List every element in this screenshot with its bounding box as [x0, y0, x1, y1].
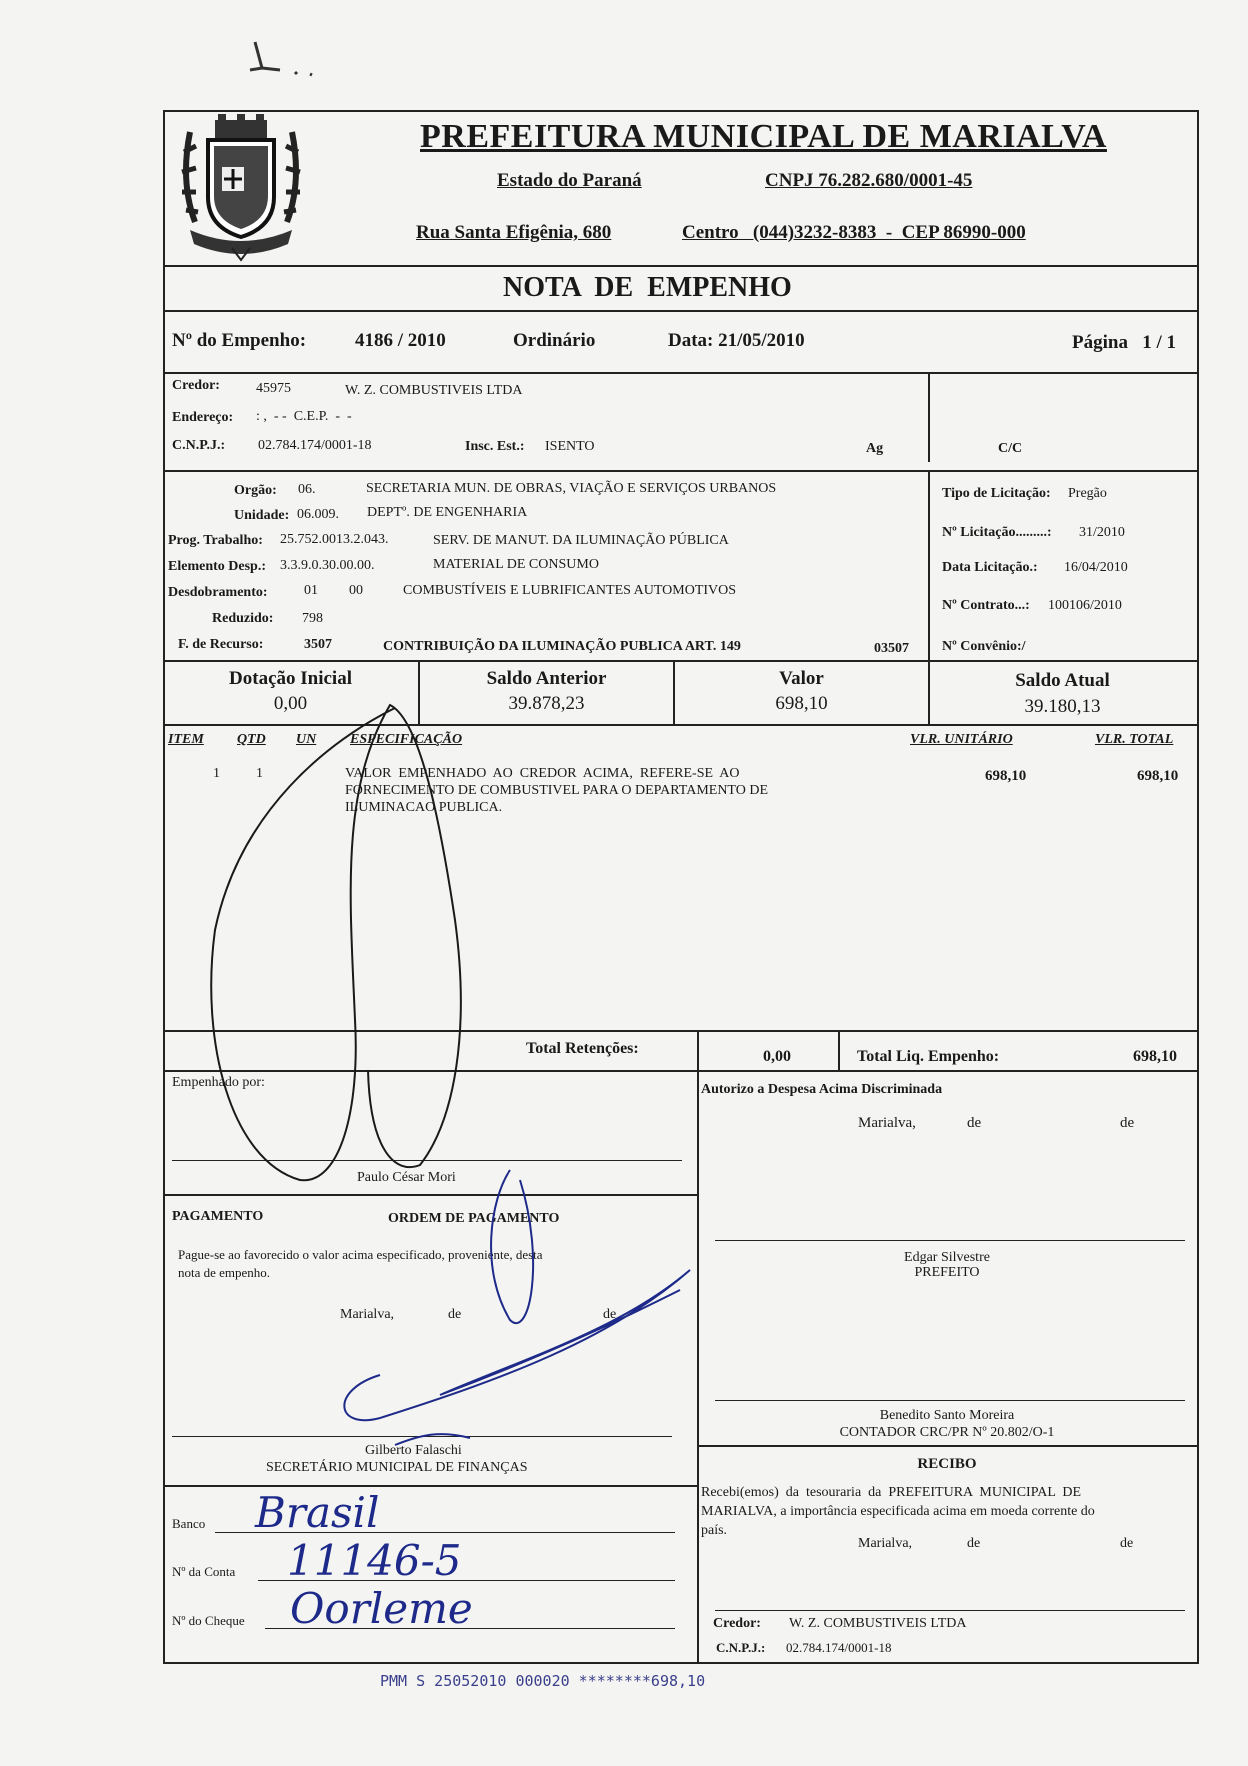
item-number: 1 [213, 766, 220, 781]
autorizo-de-1: de [967, 1115, 982, 1131]
autorizo-de-2: de [1120, 1115, 1135, 1131]
saldo-atual-value: 39.180,13 [1024, 696, 1101, 717]
insc-value: ISENTO [545, 439, 595, 454]
pagamento-de-1: de [448, 1307, 462, 1322]
pagamento-text-line-1: Pague-se ao favorecido o valor acima especificado, proveniente, desta [178, 1247, 543, 1262]
empenho-number-label: Nº do Empenho: [172, 330, 307, 351]
contrato-label: Nº Contrato...: [942, 598, 1030, 613]
recibo-de-1: de [967, 1536, 981, 1551]
col-item-header: ITEM [168, 732, 204, 747]
credor-name: W. Z. COMBUSTIVEIS LTDA [345, 383, 523, 398]
pagamento-local: Marialva, [340, 1307, 395, 1322]
cnpj-label: CNPJ 76.282.680/0001-45 [765, 170, 973, 191]
item-unit-value: 698,10 [985, 768, 1027, 784]
recibo-text-line-3: país. [701, 1523, 728, 1538]
prog-label: Prog. Trabalho: [168, 533, 263, 548]
pagamento-title: PAGAMENTO [172, 1209, 264, 1224]
cheque-handwritten: Oorleme [290, 1584, 473, 1633]
saldo-anterior-value: 39.878,23 [508, 693, 585, 714]
dotacao-inicial-value: 0,00 [273, 693, 308, 714]
state-label: Estado do Paraná [497, 170, 642, 191]
insc-label: Insc. Est.: [465, 439, 525, 454]
recibo-local: Marialva, [858, 1536, 913, 1551]
desdobramento-desc: COMBUSTÍVEIS E LUBRIFICANTES AUTOMOTIVOS [403, 583, 737, 598]
empenho-date: Data: 21/05/2010 [668, 330, 805, 351]
recurso-number: 03507 [874, 641, 909, 656]
item-spec-line-1: VALOR EMPENHADO AO CREDOR ACIMA, REFERE-SE AO [345, 766, 740, 781]
elemento-code: 3.3.9.0.30.00.00. [280, 558, 375, 573]
secretario-title: SECRETÁRIO MUNICIPAL DE FINANÇAS [266, 1460, 528, 1475]
recibo-cnpj-value: 02.784.174/0001-18 [786, 1640, 892, 1655]
item-spec-line-3: ILUMINACAO PUBLICA. [345, 800, 503, 815]
empenhado-por-name: Paulo César Mori [357, 1170, 456, 1185]
contrato-value: 100106/2010 [1048, 598, 1122, 613]
recibo-cnpj-label: C.N.P.J.: [716, 1640, 766, 1655]
recibo-text-line-1: Recebi(emos) da tesouraria da PREFEITURA MUNICIPAL DE [701, 1485, 1082, 1500]
num-licitacao-label: Nº Licitação.........: [942, 525, 1052, 540]
page-number: Página 1 / 1 [1072, 332, 1176, 353]
unidade-code: 06.009. [297, 507, 339, 522]
prefeito-name: Edgar Silvestre [904, 1250, 990, 1265]
item-qty: 1 [256, 766, 263, 781]
elemento-label: Elemento Desp.: [168, 559, 266, 574]
tipo-licitacao-label: Tipo de Licitação: [942, 486, 1051, 501]
prog-desc: SERV. DE MANUT. DA ILUMINAÇÃO PÚBLICA [433, 533, 729, 548]
ag-label: Ag [866, 441, 884, 456]
item-spec-line-2: FORNECIMENTO DE COMBUSTIVEL PARA O DEPARTAMENTO DE [345, 783, 769, 798]
prog-code: 25.752.0013.2.043. [280, 532, 389, 547]
reduzido-label: Reduzido: [212, 611, 274, 626]
empenho-number: 4186 / 2010 [355, 330, 446, 351]
endereco-label: Endereço: [172, 410, 234, 425]
conta-handwritten: 11146-5 [287, 1536, 462, 1585]
autorizo-label: Autorizo a Despesa Acima Discriminada [701, 1082, 943, 1097]
prefeito-title: PREFEITO [914, 1265, 980, 1280]
reduzido-value: 798 [302, 611, 323, 626]
recurso-label: F. de Recurso: [178, 637, 264, 652]
recibo-credor-label: Credor: [713, 1616, 761, 1631]
col-qtd-header: QTD [237, 732, 266, 747]
recibo-text-line-2: MARIALVA, a importância especificada acima em moeda corrente do [701, 1504, 1095, 1519]
num-licitacao-value: 31/2010 [1079, 525, 1125, 540]
desdobramento-b: 00 [349, 583, 363, 598]
orgao-label: Orgão: [234, 483, 277, 498]
autorizo-local: Marialva, [858, 1115, 916, 1131]
recibo-credor-value: W. Z. COMBUSTIVEIS LTDA [789, 1616, 967, 1631]
recurso-code: 3507 [304, 637, 332, 652]
contador-name: Benedito Santo Moreira [879, 1408, 1015, 1423]
ink-mark [240, 40, 330, 85]
orgao-code: 06. [298, 482, 316, 497]
total-retencoes-value: 0,00 [763, 1048, 791, 1065]
tipo-licitacao-value: Pregão [1068, 486, 1107, 501]
empenhado-por-label: Empenhado por: [172, 1075, 265, 1090]
recibo-title: RECIBO [917, 1456, 977, 1472]
dotacao-inicial-label: Dotação Inicial [229, 668, 352, 689]
credor-label: Credor: [172, 378, 220, 393]
valor-value: 698,10 [775, 693, 828, 714]
convenio-label: Nº Convênio:/ [942, 639, 1026, 654]
col-vlr-total-header: VLR. TOTAL [1095, 732, 1174, 747]
col-especificacao-header: ESPECIFICAÇÃO [350, 732, 463, 747]
desdobramento-label: Desdobramento: [168, 585, 268, 600]
document-title: NOTA DE EMPENHO [503, 272, 792, 303]
saldo-atual-label: Saldo Atual [1015, 670, 1110, 691]
total-liq-value: 698,10 [1133, 1048, 1177, 1065]
banco-handwritten: Brasil [255, 1488, 380, 1537]
secretario-name: Gilberto Falaschi [365, 1443, 462, 1458]
endereco-value: : , - - C.E.P. - - [256, 409, 352, 424]
col-un-header: UN [296, 732, 317, 747]
credor-code: 45975 [256, 381, 291, 396]
contact-label: Centro (044)3232-8383 - CEP 86990-000 [682, 222, 1026, 243]
pagamento-de-2: de [603, 1307, 617, 1322]
recurso-desc: CONTRIBUIÇÃO DA ILUMINAÇÃO PUBLICA ART. 149 [383, 639, 741, 654]
contador-title: CONTADOR CRC/PR Nº 20.802/O-1 [839, 1425, 1055, 1440]
payment-stamp: PMM S 25052010 000020 ********698,10 [380, 1672, 706, 1690]
cnpj-credor-label: C.N.P.J.: [172, 438, 226, 453]
conta-label: Nº da Conta [172, 1564, 236, 1579]
unidade-desc: DEPTº. DE ENGENHARIA [367, 505, 528, 520]
cnpj-credor-value: 02.784.174/0001-18 [258, 438, 372, 453]
recibo-de-2: de [1120, 1536, 1134, 1551]
address-label: Rua Santa Efigênia, 680 [416, 222, 612, 243]
cc-label: C/C [998, 441, 1023, 456]
data-licitacao-value: 16/04/2010 [1064, 560, 1128, 575]
elemento-desc: MATERIAL DE CONSUMO [433, 557, 599, 572]
desdobramento-a: 01 [304, 583, 318, 598]
banco-label: Banco [172, 1516, 206, 1531]
orgao-desc: SECRETARIA MUN. DE OBRAS, VIAÇÃO E SERVIÇOS URBANOS [366, 481, 777, 496]
data-licitacao-label: Data Licitação.: [942, 560, 1038, 575]
col-vlr-unitario-header: VLR. UNITÁRIO [910, 732, 1013, 747]
total-retencoes-label: Total Retenções: [526, 1040, 639, 1057]
pagamento-text-line-2: nota de empenho. [178, 1265, 271, 1280]
saldo-anterior-label: Saldo Anterior [486, 668, 607, 689]
item-total-value: 698,10 [1137, 768, 1179, 784]
cheque-label: Nº do Cheque [172, 1613, 245, 1628]
ordem-pagamento-title: ORDEM DE PAGAMENTO [388, 1211, 560, 1226]
municipal-coat-of-arms-icon [170, 112, 312, 262]
empenho-type: Ordinário [513, 330, 596, 351]
page-title: PREFEITURA MUNICIPAL DE MARIALVA [420, 118, 1107, 155]
valor-label: Valor [779, 668, 824, 689]
total-liq-label: Total Liq. Empenho: [857, 1048, 1000, 1065]
unidade-label: Unidade: [234, 508, 290, 523]
